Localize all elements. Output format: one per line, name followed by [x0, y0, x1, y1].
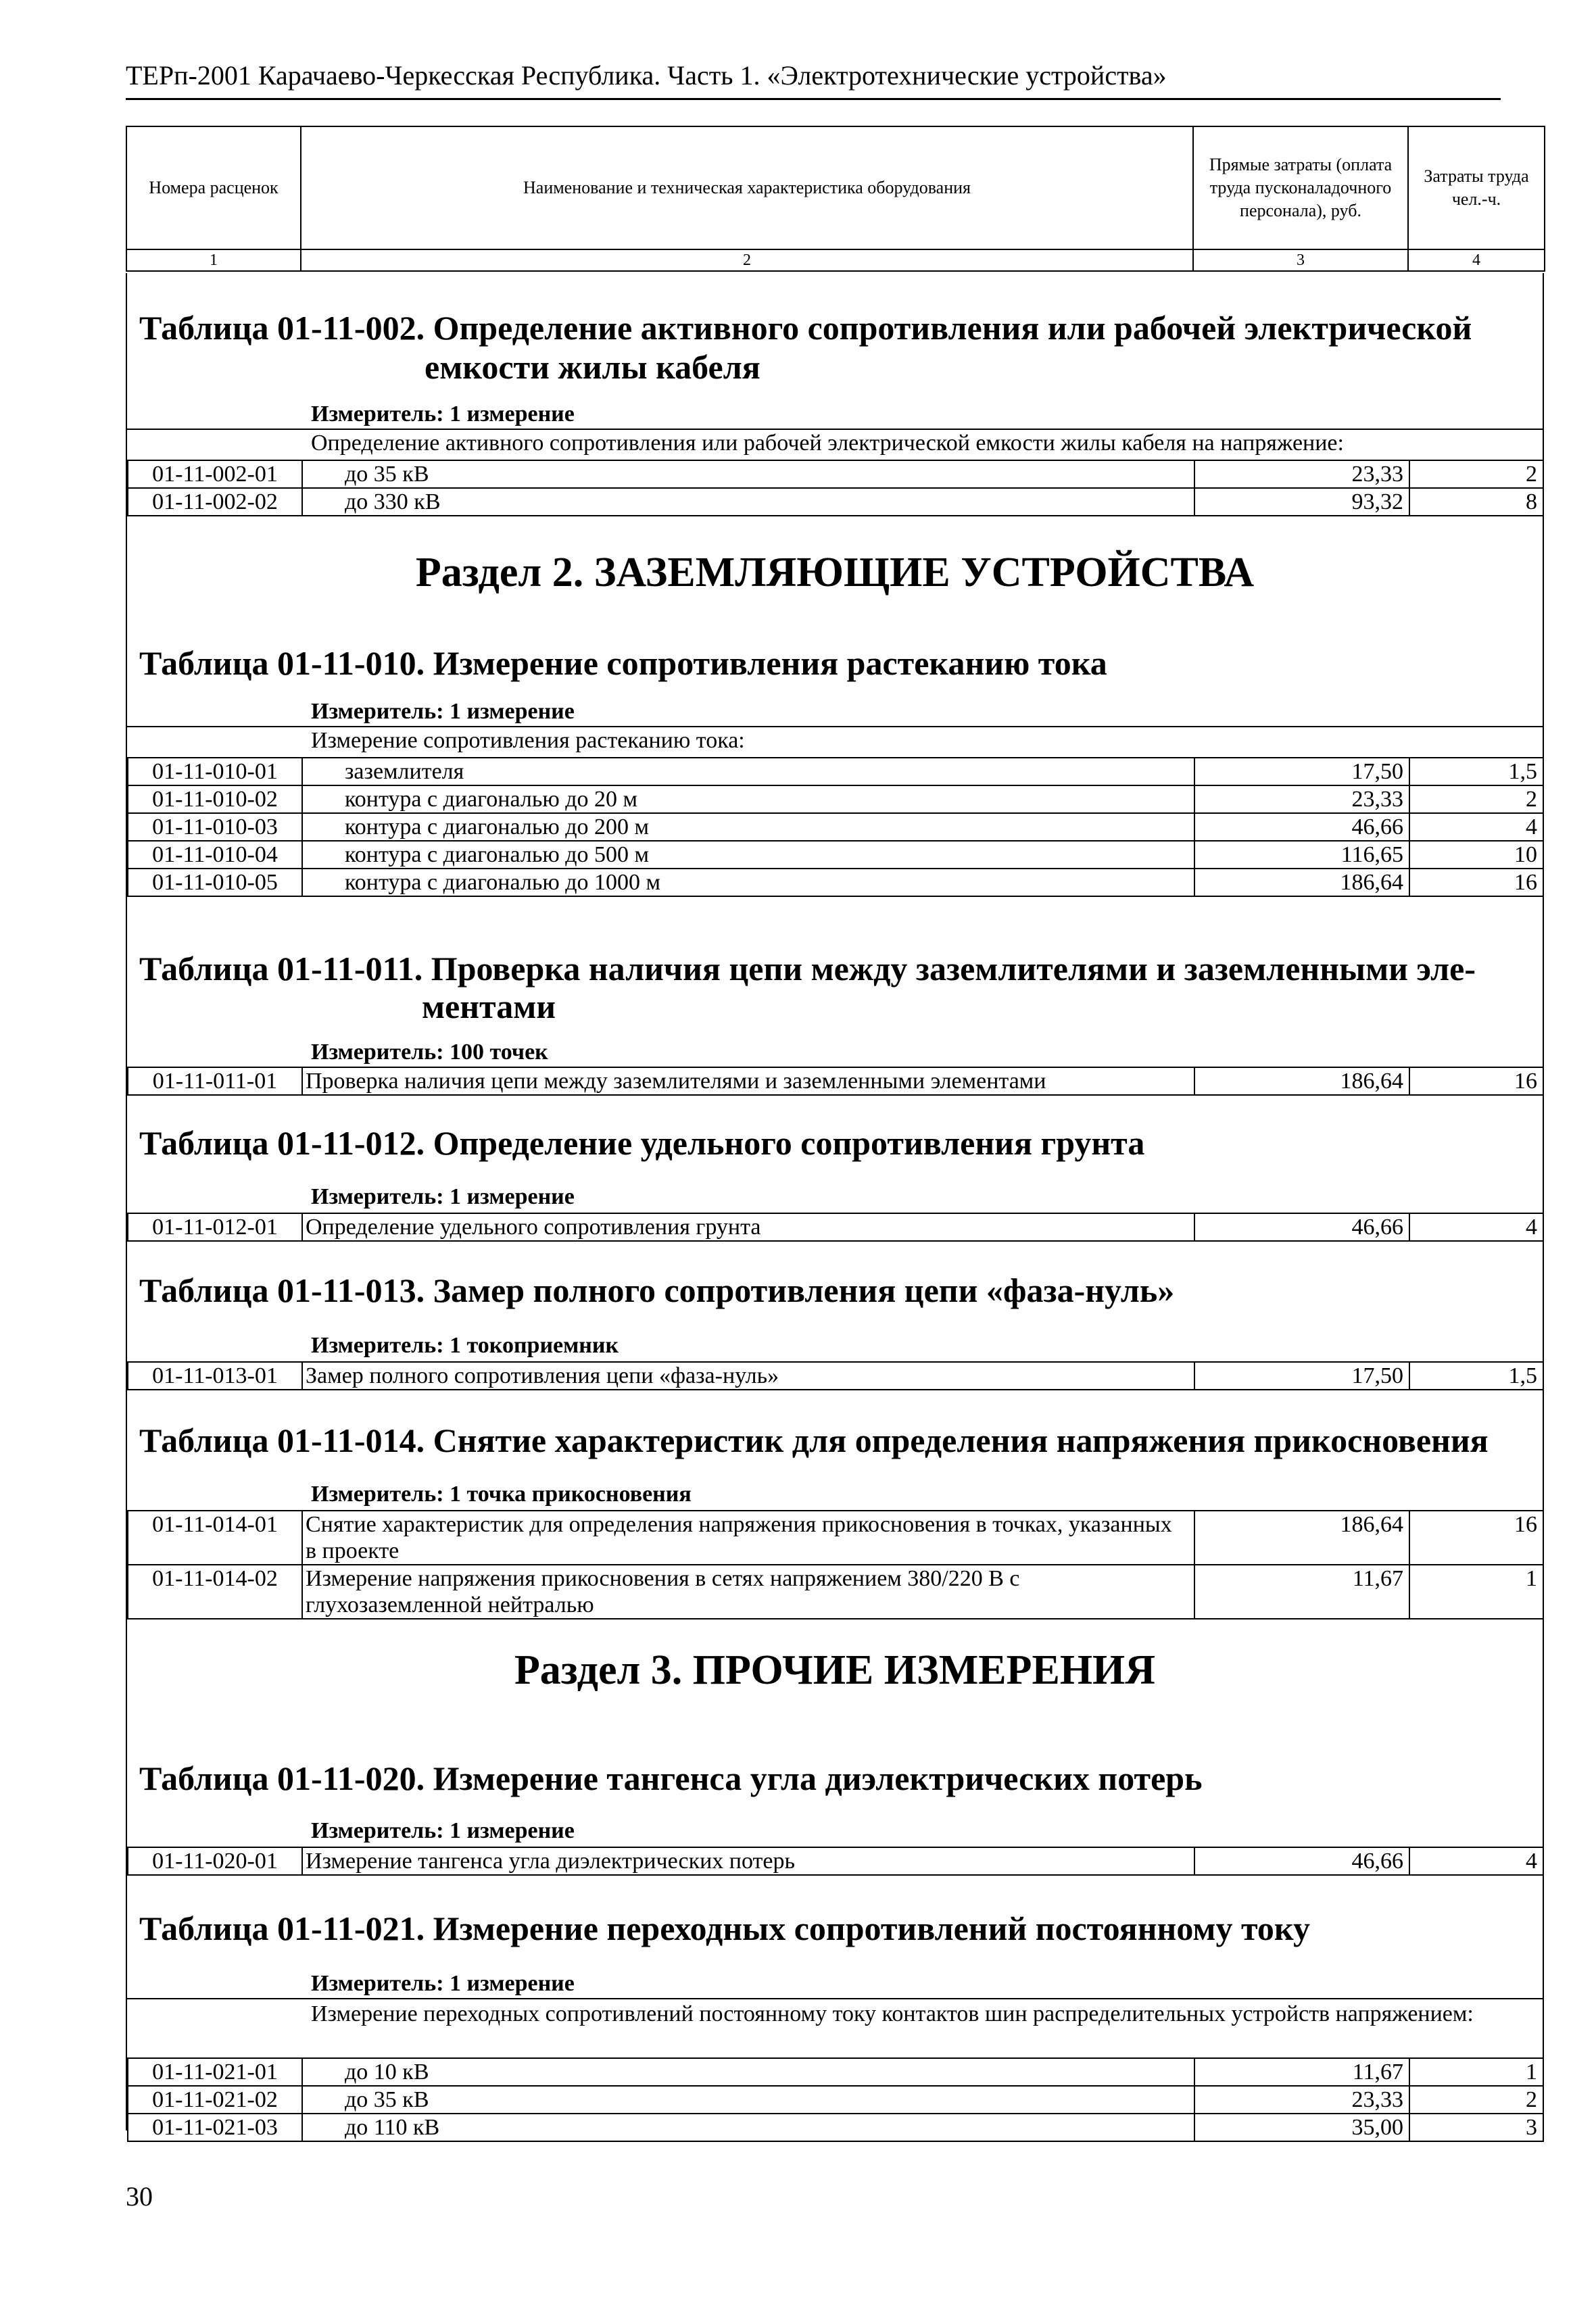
rates-table: [127, 1361, 1544, 1390]
table-row: [128, 1565, 1543, 1619]
rate-labor: 2: [1409, 460, 1543, 488]
table-row: [128, 1213, 1543, 1241]
rate-code: 01-11-010-01: [128, 758, 302, 785]
rate-labor: 2: [1409, 785, 1543, 813]
rate-name: Замер полного сопротивления цепи «фаза-нуль»: [302, 1362, 1194, 1390]
rate-name: Измерение напряжения прикосновения в сетях напряжением 380/220 В с глухозаземленной нейтралью: [302, 1565, 1194, 1619]
table-caption: Определение активного сопротивления или рабочей электрической емкости жилы кабеля на напряжение:: [311, 431, 1344, 456]
rate-code: 01-11-020-01: [128, 1847, 302, 1875]
column-header-3: Прямые затраты (оплата труда пусконаладочного персонала), руб.: [1193, 126, 1408, 249]
table-title: Таблица 01-11-020. Измерение тангенса угла диэлектрических потерь: [139, 1759, 1203, 1797]
rate-name: контура с диагональю до 1000 м: [302, 869, 1194, 896]
rate-cost: 46,66: [1194, 1213, 1409, 1241]
table-row: [128, 1067, 1543, 1095]
rate-cost: 17,50: [1194, 1362, 1409, 1390]
table-title: Таблица 01-11-012. Определение удельного сопротивления грунта: [139, 1124, 1145, 1162]
rate-labor: 1: [1409, 1565, 1543, 1619]
section-heading: Раздел 2. ЗАЗЕМЛЯЮЩИЕ УСТРОЙСТВА: [415, 550, 1255, 595]
rate-labor: 16: [1409, 869, 1543, 896]
rate-code: 01-11-014-01: [128, 1511, 302, 1565]
section-heading: Раздел 3. ПРОЧИЕ ИЗМЕРЕНИЯ: [514, 1647, 1156, 1693]
rate-name: до 330 кВ: [302, 488, 1194, 516]
rate-code: 01-11-012-01: [128, 1213, 302, 1241]
table-row: [128, 785, 1543, 813]
rates-table: [127, 1067, 1544, 1096]
rate-name: заземлителя: [302, 758, 1194, 785]
rate-labor: 1: [1409, 2058, 1543, 2086]
rate-code: 01-11-002-01: [128, 460, 302, 488]
table-title: Таблица 01-11-011. Проверка наличия цепи между заземлителями и заземленными эле-: [139, 950, 1476, 988]
rate-cost: 11,67: [1194, 2058, 1409, 2086]
rates-table: [127, 1847, 1544, 1876]
table-caption: Измерение переходных сопротивлений постоянному току контактов шин распределительных устройств напряжением:: [311, 2001, 1474, 2026]
column-number-4: 4: [1408, 249, 1545, 271]
measure-unit: Измеритель: 1 измерение: [311, 1184, 575, 1209]
rates-table: [127, 2057, 1544, 2142]
measure-unit: Измеритель: 1 токоприемник: [311, 1333, 619, 1358]
column-number-1: 1: [126, 249, 301, 271]
table-row: [128, 841, 1543, 869]
rate-cost: 17,50: [1194, 758, 1409, 785]
rate-labor: 4: [1409, 1847, 1543, 1875]
rate-code: 01-11-021-01: [128, 2058, 302, 2086]
measure-unit: Измеритель: 1 измерение: [311, 1818, 575, 1843]
rate-name: Снятие характеристик для определения напряжения прикосновения в точках, указанных в проекте: [302, 1511, 1194, 1565]
rate-cost: 186,64: [1194, 1067, 1409, 1095]
rate-name: до 110 кВ: [302, 2114, 1194, 2141]
column-header-2: Наименование и техническая характеристика оборудования: [301, 126, 1193, 249]
table-row: [128, 2114, 1543, 2141]
rate-code: 01-11-010-05: [128, 869, 302, 896]
rate-name: до 10 кВ: [302, 2058, 1194, 2086]
rate-code: 01-11-010-02: [128, 785, 302, 813]
rate-cost: 11,67: [1194, 1565, 1409, 1619]
table-row: [128, 758, 1543, 785]
rate-cost: 46,66: [1194, 813, 1409, 841]
rates-table: [127, 1510, 1544, 1619]
table-row: [128, 869, 1543, 896]
rate-labor: 16: [1409, 1067, 1543, 1095]
rate-labor: 16: [1409, 1511, 1543, 1565]
rate-labor: 2: [1409, 2086, 1543, 2114]
measure-unit: Измеритель: 1 измерение: [311, 401, 575, 427]
table-title: Таблица 01-11-010. Измерение сопротивления растеканию тока: [139, 644, 1107, 682]
rule: [127, 1998, 1543, 1999]
rate-labor: 1,5: [1409, 758, 1543, 785]
header-rule: [126, 98, 1501, 100]
column-number-2: 2: [301, 249, 1193, 271]
rate-code: 01-11-011-01: [128, 1067, 302, 1095]
measure-unit: Измеритель: 100 точек: [311, 1040, 548, 1065]
rate-name: Проверка наличия цепи между заземлителями и заземленными элементами: [302, 1067, 1194, 1095]
rate-name: до 35 кВ: [302, 460, 1194, 488]
rate-labor: 8: [1409, 488, 1543, 516]
table-row: [128, 813, 1543, 841]
table-title: Таблица 01-11-013. Замер полного сопротивления цепи «фаза-нуль»: [139, 1271, 1175, 1309]
table-caption: Измерение сопротивления растеканию тока:: [311, 728, 745, 753]
rate-code: 01-11-010-03: [128, 813, 302, 841]
rate-code: 01-11-002-02: [128, 488, 302, 516]
measure-unit: Измеритель: 1 точка прикосновения: [311, 1482, 692, 1507]
rate-cost: 116,65: [1194, 841, 1409, 869]
rate-cost: 93,32: [1194, 488, 1409, 516]
rate-cost: 23,33: [1194, 460, 1409, 488]
rate-name: контура с диагональю до 500 м: [302, 841, 1194, 869]
table-row: [128, 1511, 1543, 1565]
table-title: Таблица 01-11-021. Измерение переходных сопротивлений постоянному току: [139, 1909, 1310, 1947]
rate-code: 01-11-021-03: [128, 2114, 302, 2141]
table-row: [128, 2058, 1543, 2086]
rate-name: до 35 кВ: [302, 2086, 1194, 2114]
rate-labor: 1,5: [1409, 1362, 1543, 1390]
column-header-row: [126, 126, 1545, 249]
column-header-4: Затраты труда чел.-ч.: [1408, 126, 1545, 249]
table-title: Таблица 01-11-014. Снятие характеристик для определения напряжения прикосновения: [139, 1421, 1489, 1459]
table-row: [128, 488, 1543, 516]
column-number-row: [126, 249, 1545, 271]
rate-code: 01-11-014-02: [128, 1565, 302, 1619]
rate-cost: 23,33: [1194, 2086, 1409, 2114]
rate-labor: 4: [1409, 1213, 1543, 1241]
rate-name: контура с диагональю до 200 м: [302, 813, 1194, 841]
rate-name: Определение удельного сопротивления грунта: [302, 1213, 1194, 1241]
rate-code: 01-11-010-04: [128, 841, 302, 869]
measure-unit: Измеритель: 1 измерение: [311, 699, 575, 724]
rate-cost: 46,66: [1194, 1847, 1409, 1875]
page-number: 30: [126, 2181, 153, 2212]
column-header-table: [126, 126, 1545, 272]
table-row: [128, 1847, 1543, 1875]
rate-cost: 35,00: [1194, 2114, 1409, 2141]
rates-table: [127, 1213, 1544, 1242]
rate-labor: 3: [1409, 2114, 1543, 2141]
running-header: ТЕРп-2001 Карачаево-Черкесская Республика. Часть 1. «Электротехнические устройства»: [126, 60, 1167, 91]
content-block: [126, 273, 1544, 2140]
rate-code: 01-11-013-01: [128, 1362, 302, 1390]
rate-cost: 186,64: [1194, 869, 1409, 896]
column-header-1: Номера расценок: [126, 126, 301, 249]
rate-name: Измерение тангенса угла диэлектрических потерь: [302, 1847, 1194, 1875]
table-title-continuation: ментами: [422, 988, 556, 1025]
rate-name: контура с диагональю до 20 м: [302, 785, 1194, 813]
table-title-continuation: емкости жилы кабеля: [425, 348, 760, 386]
rates-table: [127, 757, 1544, 897]
table-row: [128, 2086, 1543, 2114]
table-row: [128, 1362, 1543, 1390]
rate-cost: 23,33: [1194, 785, 1409, 813]
rate-labor: 4: [1409, 813, 1543, 841]
column-number-3: 3: [1193, 249, 1408, 271]
rates-table: [127, 460, 1544, 516]
rate-labor: 10: [1409, 841, 1543, 869]
measure-unit: Измеритель: 1 измерение: [311, 1971, 575, 1996]
table-row: [128, 460, 1543, 488]
rate-cost: 186,64: [1194, 1511, 1409, 1565]
rate-code: 01-11-021-02: [128, 2086, 302, 2114]
table-title: Таблица 01-11-002. Определение активного сопротивления или рабочей электрической: [139, 309, 1472, 347]
